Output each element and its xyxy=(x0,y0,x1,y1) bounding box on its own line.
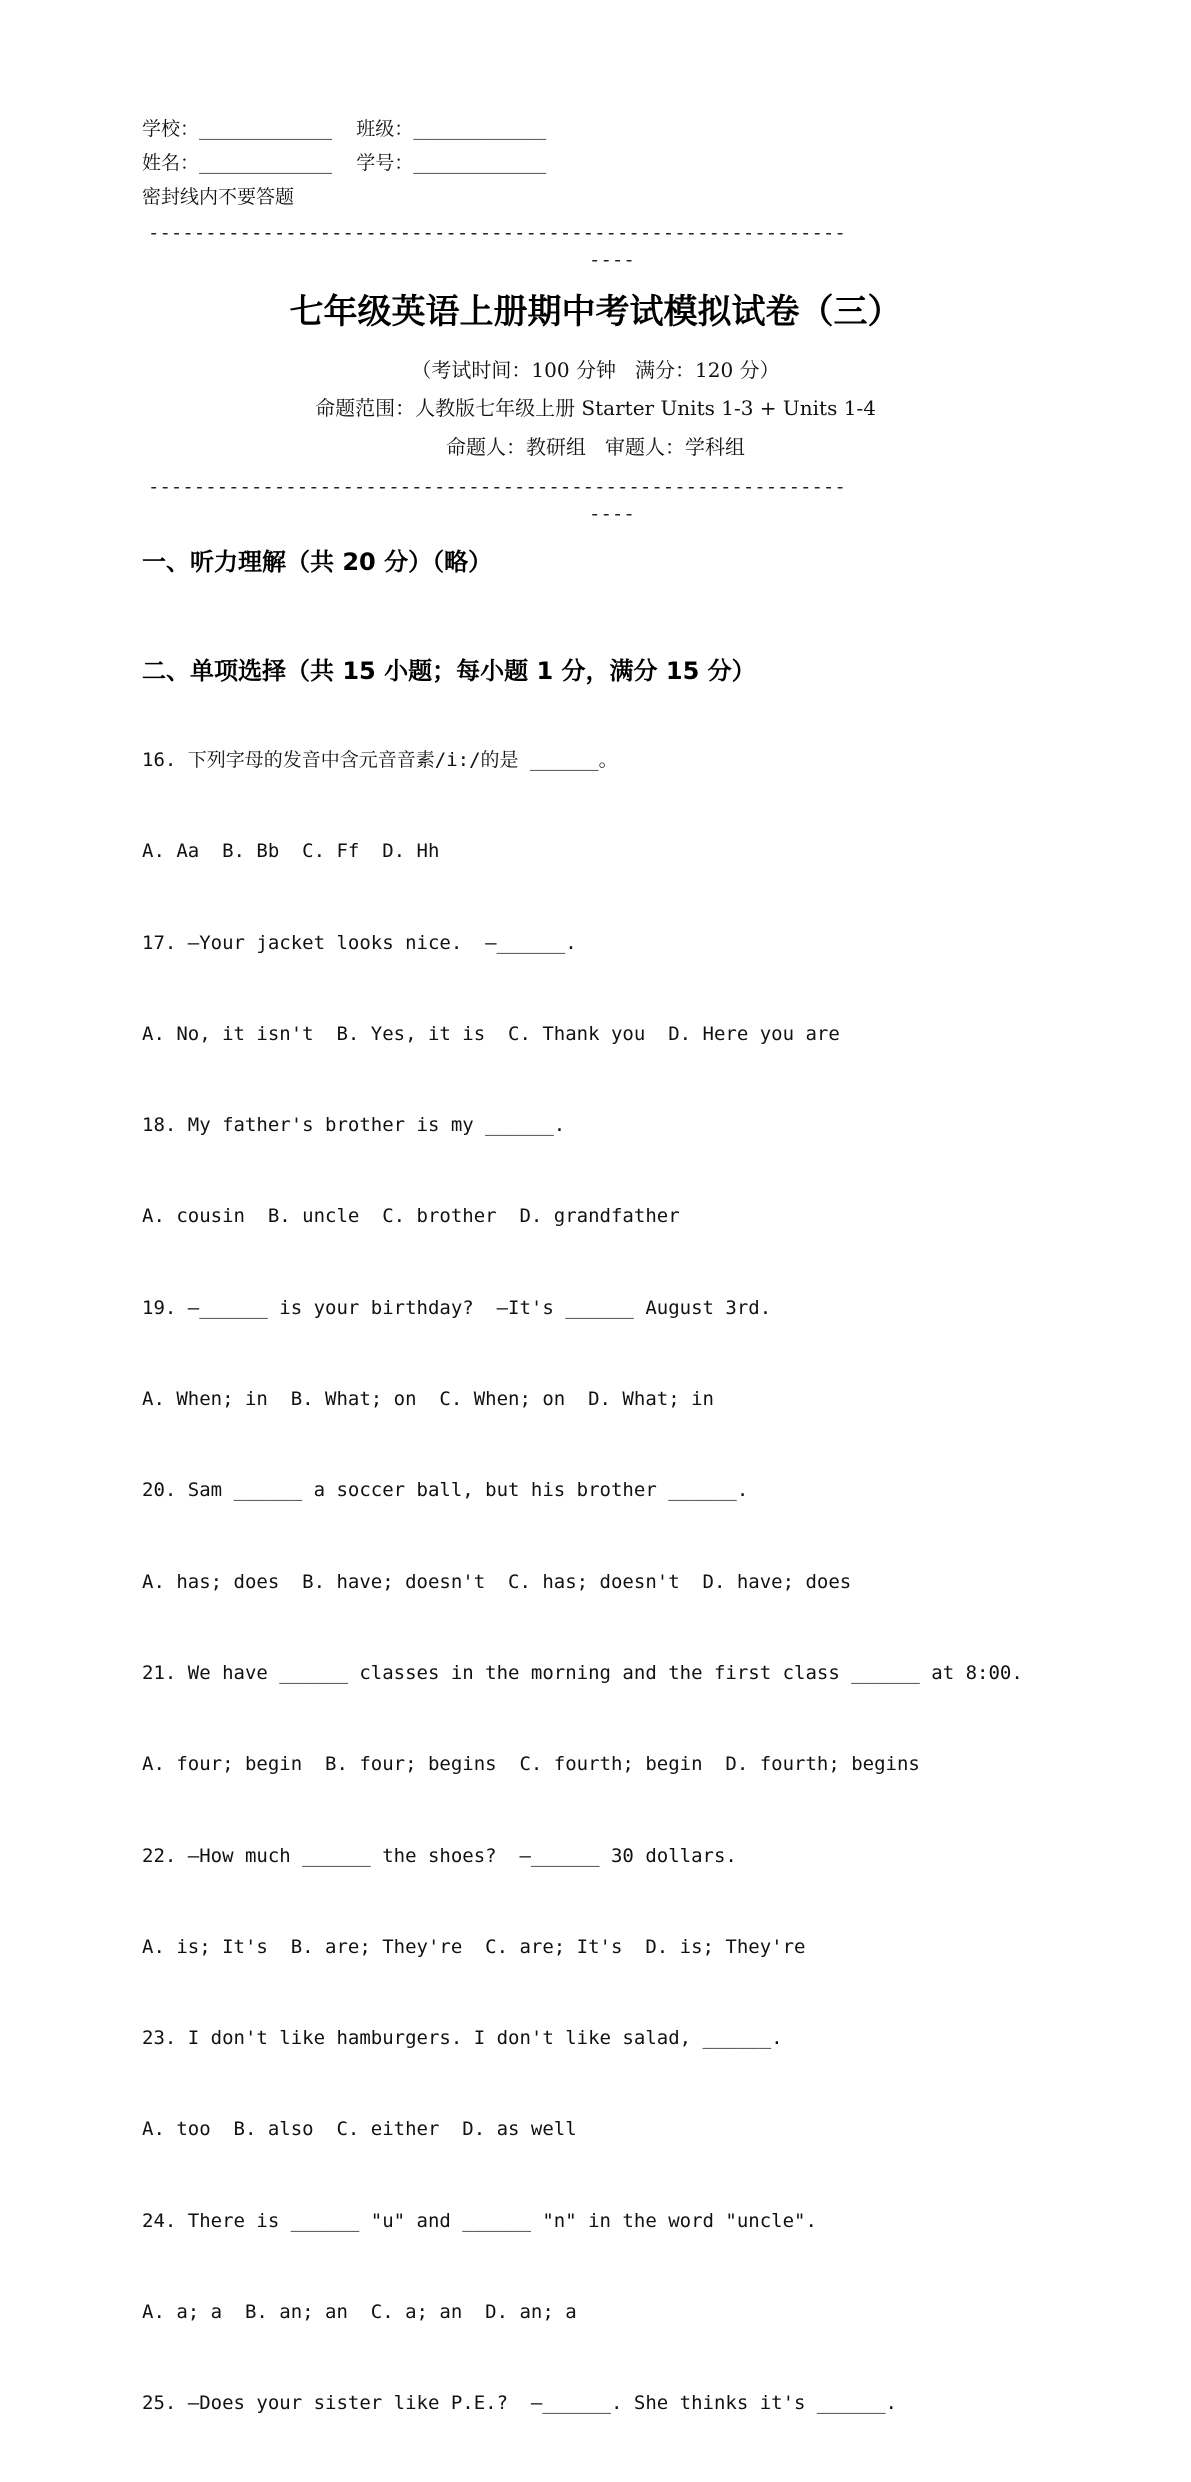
question-19: 19. —______ is your birthday? —It's ______ August 3rd. xyxy=(142,1296,772,1319)
options-19: A. When; in B. What; on C. When; on D. What; in xyxy=(142,1388,714,1411)
options-20: A. has; does B. have; doesn't C. has; doesn't D. have; does xyxy=(142,1570,852,1593)
options-21: A. four; begin B. four; begins C. fourth; begin D. fourth; begins xyxy=(142,1753,920,1776)
name-id-row xyxy=(142,151,546,175)
section-listening-heading: 一、听力理解（共 20 分）（略） xyxy=(142,548,493,576)
question-18: 18. My father's brother is my ______. xyxy=(142,1114,566,1137)
options-23: A. too B. also C. either D. as well xyxy=(142,2118,577,2141)
divider-top-tail: ---- xyxy=(589,249,635,271)
exam-authors: 命题人：教研组 审题人：学科组 xyxy=(445,435,746,459)
question-25: 25. —Does your sister like P.E.? —______. She thinks it's ______. xyxy=(142,2392,897,2415)
id-label: 学号： xyxy=(356,152,414,174)
question-22: 22. —How much ______ the shoes? —______ 30 dollars. xyxy=(142,1844,737,1867)
school-class-row xyxy=(142,117,546,141)
exam-scope: 命题范围：人教版七年级上册 Starter Units 1-3 + Units 1-4 xyxy=(315,396,876,420)
question-16: 16. 下列字母的发音中含元音音素/i:/的是 ______。 xyxy=(142,749,618,771)
exam-title: 七年级英语上册期中考试模拟试卷（三） xyxy=(289,292,902,332)
class-field[interactable]: ______________ xyxy=(413,118,547,140)
question-17: 17. —Your jacket looks nice. —______. xyxy=(142,931,577,954)
divider-top: ------------------------------------------------------------- xyxy=(148,222,846,244)
name-field[interactable]: ______________ xyxy=(199,152,333,174)
divider-bottom: ------------------------------------------------------------- xyxy=(148,476,846,498)
question-20: 20. Sam ______ a soccer ball, but his brother ______. xyxy=(142,1479,749,1502)
options-18: A. cousin B. uncle C. brother D. grandfather xyxy=(142,1205,680,1228)
options-22: A. is; It's B. are; They're C. are; It's D. is; They're xyxy=(142,1935,806,1958)
section-single-choice-heading: 二、单项选择（共 15 小题；每小题 1 分，满分 15 分） xyxy=(142,657,756,685)
school-field[interactable]: ______________ xyxy=(199,118,333,140)
question-24: 24. There is ______ "u" and ______ "n" in the word "uncle". xyxy=(142,2209,817,2232)
options-17: A. No, it isn't B. Yes, it is C. Thank you D. Here you are xyxy=(142,1022,840,1045)
question-23: 23. I don't like hamburgers. I don't like salad, ______. xyxy=(142,2027,783,2050)
options-24: A. a; a B. an; an C. a; an D. an; a xyxy=(142,2301,577,2324)
exam-time-info: （考试时间：100 分钟 满分：120 分） xyxy=(411,358,780,382)
question-21: 21. We have ______ classes in the morning and the first class ______ at 8:00. xyxy=(142,1661,1023,1684)
class-label: 班级： xyxy=(356,118,414,140)
school-label: 学校： xyxy=(142,118,200,140)
divider-bottom-tail: ---- xyxy=(589,503,635,525)
name-label: 姓名： xyxy=(142,152,200,174)
seal-notice: 密封线内不要答题 xyxy=(142,186,295,208)
question-list xyxy=(142,703,1082,2482)
options-16: A. Aa B. Bb C. Ff D. Hh xyxy=(142,840,440,863)
id-field[interactable]: ______________ xyxy=(413,152,547,174)
